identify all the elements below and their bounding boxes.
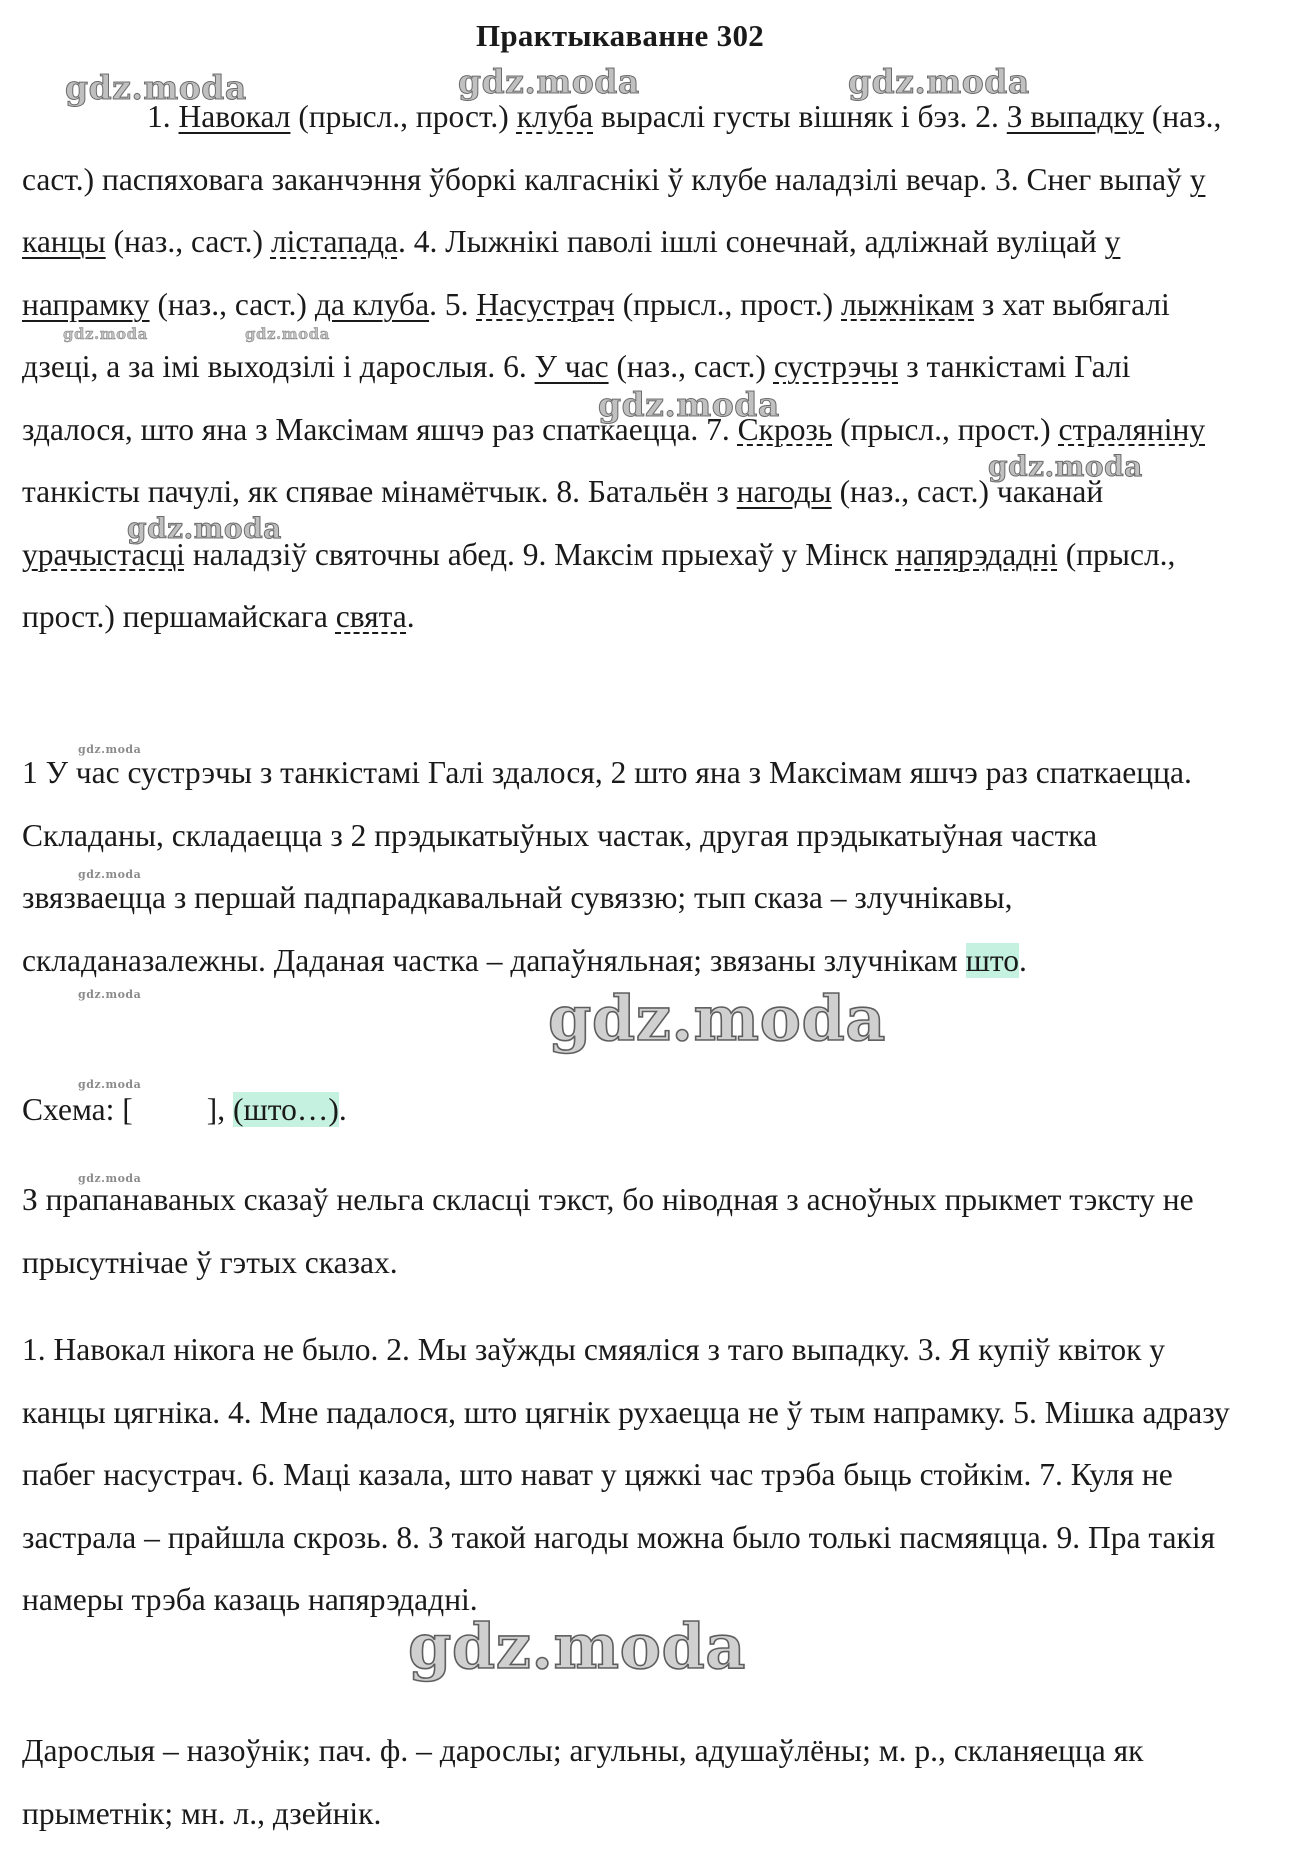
text-fragment: (наз., саст.) паспяховага заканчэння ўборкі калгаснікі ў клубе наладзілі вечар. 3. Снег выпаў	[22, 99, 1222, 197]
text-fragment: (прысл., прост.)	[290, 99, 517, 134]
watermark: gdz.moda	[548, 982, 886, 1055]
analysis-text: 1 У час сустрэчы з танкістамі Галі здалося, 2 што яна з Максімам яшчэ раз спаткаецца. Складаны, складаецца з 2 прэдыкатыўных частак, другая прэдыкатыўная частка звязваецца з першай падпарадкавальнай сувяззю; тып сказа – злучнікавы, складаназалежны. Даданая частка – дапаўняльная; звязаны злучнікам	[22, 755, 1192, 978]
text-fragment: з танкістамі Галі здалося, што яна з Максімам яшчэ раз спаткаецца. 7.	[22, 349, 1131, 447]
watermark: gdz.moda	[78, 868, 142, 881]
text-fragment: наладзіў святочны абед. 9. Максім прыехаў у Мінск	[184, 536, 896, 572]
text-fragment: .	[406, 599, 415, 634]
text-fragment: . 5.	[429, 286, 477, 322]
exercise-text	[22, 86, 1240, 649]
text-fragment: .	[338, 1092, 347, 1127]
dependent-word: клуба	[516, 99, 594, 134]
preposition: З выпадку	[1006, 99, 1144, 134]
text-fragment: (наз., саст.)	[105, 224, 271, 259]
schema-subordinate: (што…)	[233, 1092, 339, 1127]
watermark: gdz.moda	[78, 1078, 142, 1091]
conclusion-text: З прапанаваных сказаў нельга скласці тэкст, бо ніводная з асноўных прыкмет тэксту не прысутнічае ў гэтых сказах.	[22, 1182, 1194, 1280]
watermark: gdz.moda	[127, 512, 282, 545]
text-fragment: .	[1018, 942, 1027, 978]
conjunction-highlight: што	[965, 942, 1019, 978]
text-fragment: з хат выбягалі дзеці, а за імі выходзілі і дарослыя. 6.	[22, 286, 1170, 384]
watermark: gdz.moda	[78, 988, 142, 1001]
watermark: gdz.moda	[458, 62, 640, 101]
watermark: gdz.moda	[988, 450, 1143, 483]
text-fragment: . 4. Лыжнікі паволі ішлі сонечнай, адліжнай вуліцай	[397, 224, 1105, 259]
text-fragment: (наз., саст.)	[608, 349, 774, 384]
preposition: у канцы	[22, 161, 1206, 259]
morphological-parsing: Дарослыя – назоўнік; пач. ф. – дарослы; агульны, адушаўлёны; м. р., скланяецца як прыметнік; мн. л., дзейнік.	[22, 1733, 1144, 1831]
preposition: У час	[534, 349, 609, 384]
sentence-number: 1.	[147, 99, 179, 134]
dependent-word: страляніну	[1058, 411, 1206, 447]
sentence-schema	[22, 1079, 1240, 1142]
dependent-word: сустрэчы	[773, 349, 899, 384]
watermark: gdz.moda	[78, 743, 142, 756]
watermark: gdz.moda	[78, 1172, 142, 1185]
page-title: Практыкаванне 302	[475, 18, 765, 53]
preposition: Скрозь	[737, 411, 833, 447]
text-fragment: выраслі густы вішняк і бэз. 2.	[593, 99, 1007, 134]
syntax-analysis	[22, 742, 1240, 992]
watermark: gdz.moda	[408, 1610, 746, 1683]
preposition: напярэдадні	[895, 536, 1058, 572]
text-fragment: танкісты пачулі, як спявае мінамётчык. 8. Батальён з	[22, 474, 737, 509]
preposition: да клуба	[314, 286, 430, 322]
text-fragment: (наз., саст.) чаканай	[831, 474, 1104, 509]
dependent-word: лістапада	[270, 224, 398, 259]
watermark: gdz.moda	[65, 68, 247, 107]
preposition: нагоды	[736, 474, 832, 509]
text-fragment: ],	[206, 1092, 234, 1127]
preposition: Навокал	[178, 99, 291, 134]
preposition: у напрамку	[22, 224, 1121, 322]
composed-sentences: 1. Навокал нікога не было. 2. Мы заўжды смяяліся з таго выпадку. 3. Я купіў квіток у канцы цягніка. 4. Мне падалося, што цягнік рухаецца не ў тым напрамку. 5. Мішка адразу пабег насустрач. 6. Маці казала, што нават у цяжкі час трэба быць стойкім. 7. Куля не застрала – прайшла скрозь. 8. З такой нагоды можна было толькі пасмяяцца. 9. Пра такія намеры трэба казаць напярэдадні.	[22, 1332, 1230, 1617]
watermark: gdz.moda	[63, 325, 148, 343]
text-fragment: (прысл., прост.) першамайскага	[22, 536, 1176, 634]
watermark: gdz.moda	[245, 325, 330, 343]
dependent-word: лыжнікам	[841, 286, 975, 322]
text-fragment: (наз., саст.)	[149, 286, 315, 322]
watermark: gdz.moda	[598, 385, 780, 424]
preposition: Насустрач	[476, 286, 615, 322]
schema-label: Схема: [	[22, 1092, 133, 1127]
text-fragment: (прысл., прост.)	[832, 411, 1059, 447]
watermark: gdz.moda	[848, 62, 1030, 101]
dependent-word: свята	[335, 599, 407, 634]
text-fragment: (прысл., прост.)	[614, 286, 842, 322]
dependent-word: урачыстасці	[22, 536, 185, 572]
